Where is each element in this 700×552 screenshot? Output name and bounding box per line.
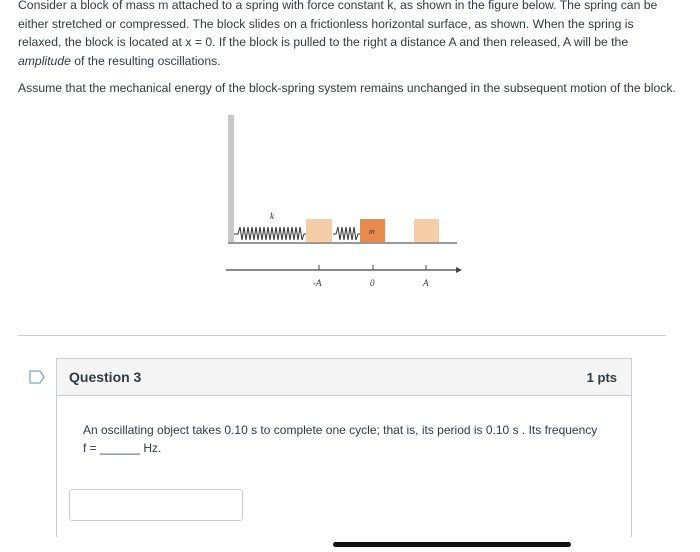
question-points: 1 pts xyxy=(586,369,617,385)
mass-label: m xyxy=(369,227,375,236)
question-text-line-1: An oscillating object takes 0.10 s to complete one cycle; that is, its period is 0.10 s . Its frequency xyxy=(83,423,598,437)
horizontal-scrollbar[interactable] xyxy=(333,542,571,547)
question-text xyxy=(83,421,613,457)
block-at-neg-a xyxy=(306,219,332,242)
intro-text-a: Consider a block of mass m attached to a spring with force constant k, as shown in the figure below. The spring can be either stretched or compressed. The block slides on a frictionless horizontal surface, as shown. When the spring is relaxed, the block is located at x = 0. If the block is pulled to the right a distance A and then released, A will be the xyxy=(18,0,658,49)
x-axis-arrow xyxy=(456,267,462,273)
question-text-line-2: f = ______ Hz. xyxy=(83,441,162,455)
answer-input[interactable] xyxy=(69,489,243,521)
intro-amplitude-term: amplitude xyxy=(18,53,71,68)
wall xyxy=(228,115,234,243)
question-header xyxy=(57,359,631,396)
problem-intro xyxy=(18,0,678,98)
spring-label: k xyxy=(270,211,274,221)
floor-line xyxy=(228,242,457,244)
tick-label-zero: 0 xyxy=(370,278,375,288)
intro-paragraph-2: Assume that the mechanical energy of the block-spring system remains unchanged in the subsequent motion of the block. xyxy=(18,81,676,95)
question-card xyxy=(56,358,632,537)
section-divider xyxy=(18,335,666,336)
tick-label-neg-a: -A xyxy=(313,278,322,288)
block-at-a xyxy=(414,219,439,242)
spring-coil-left xyxy=(234,227,306,240)
intro-paragraph-1 xyxy=(18,0,678,70)
bookmark-flag-icon[interactable] xyxy=(29,370,45,384)
question-title: Question 3 xyxy=(69,369,142,385)
spring-coil-right xyxy=(333,227,360,240)
intro-text-b: of the resulting oscillations. xyxy=(70,53,221,68)
tick-label-a: A xyxy=(423,278,429,288)
spring-block-figure xyxy=(220,110,470,300)
